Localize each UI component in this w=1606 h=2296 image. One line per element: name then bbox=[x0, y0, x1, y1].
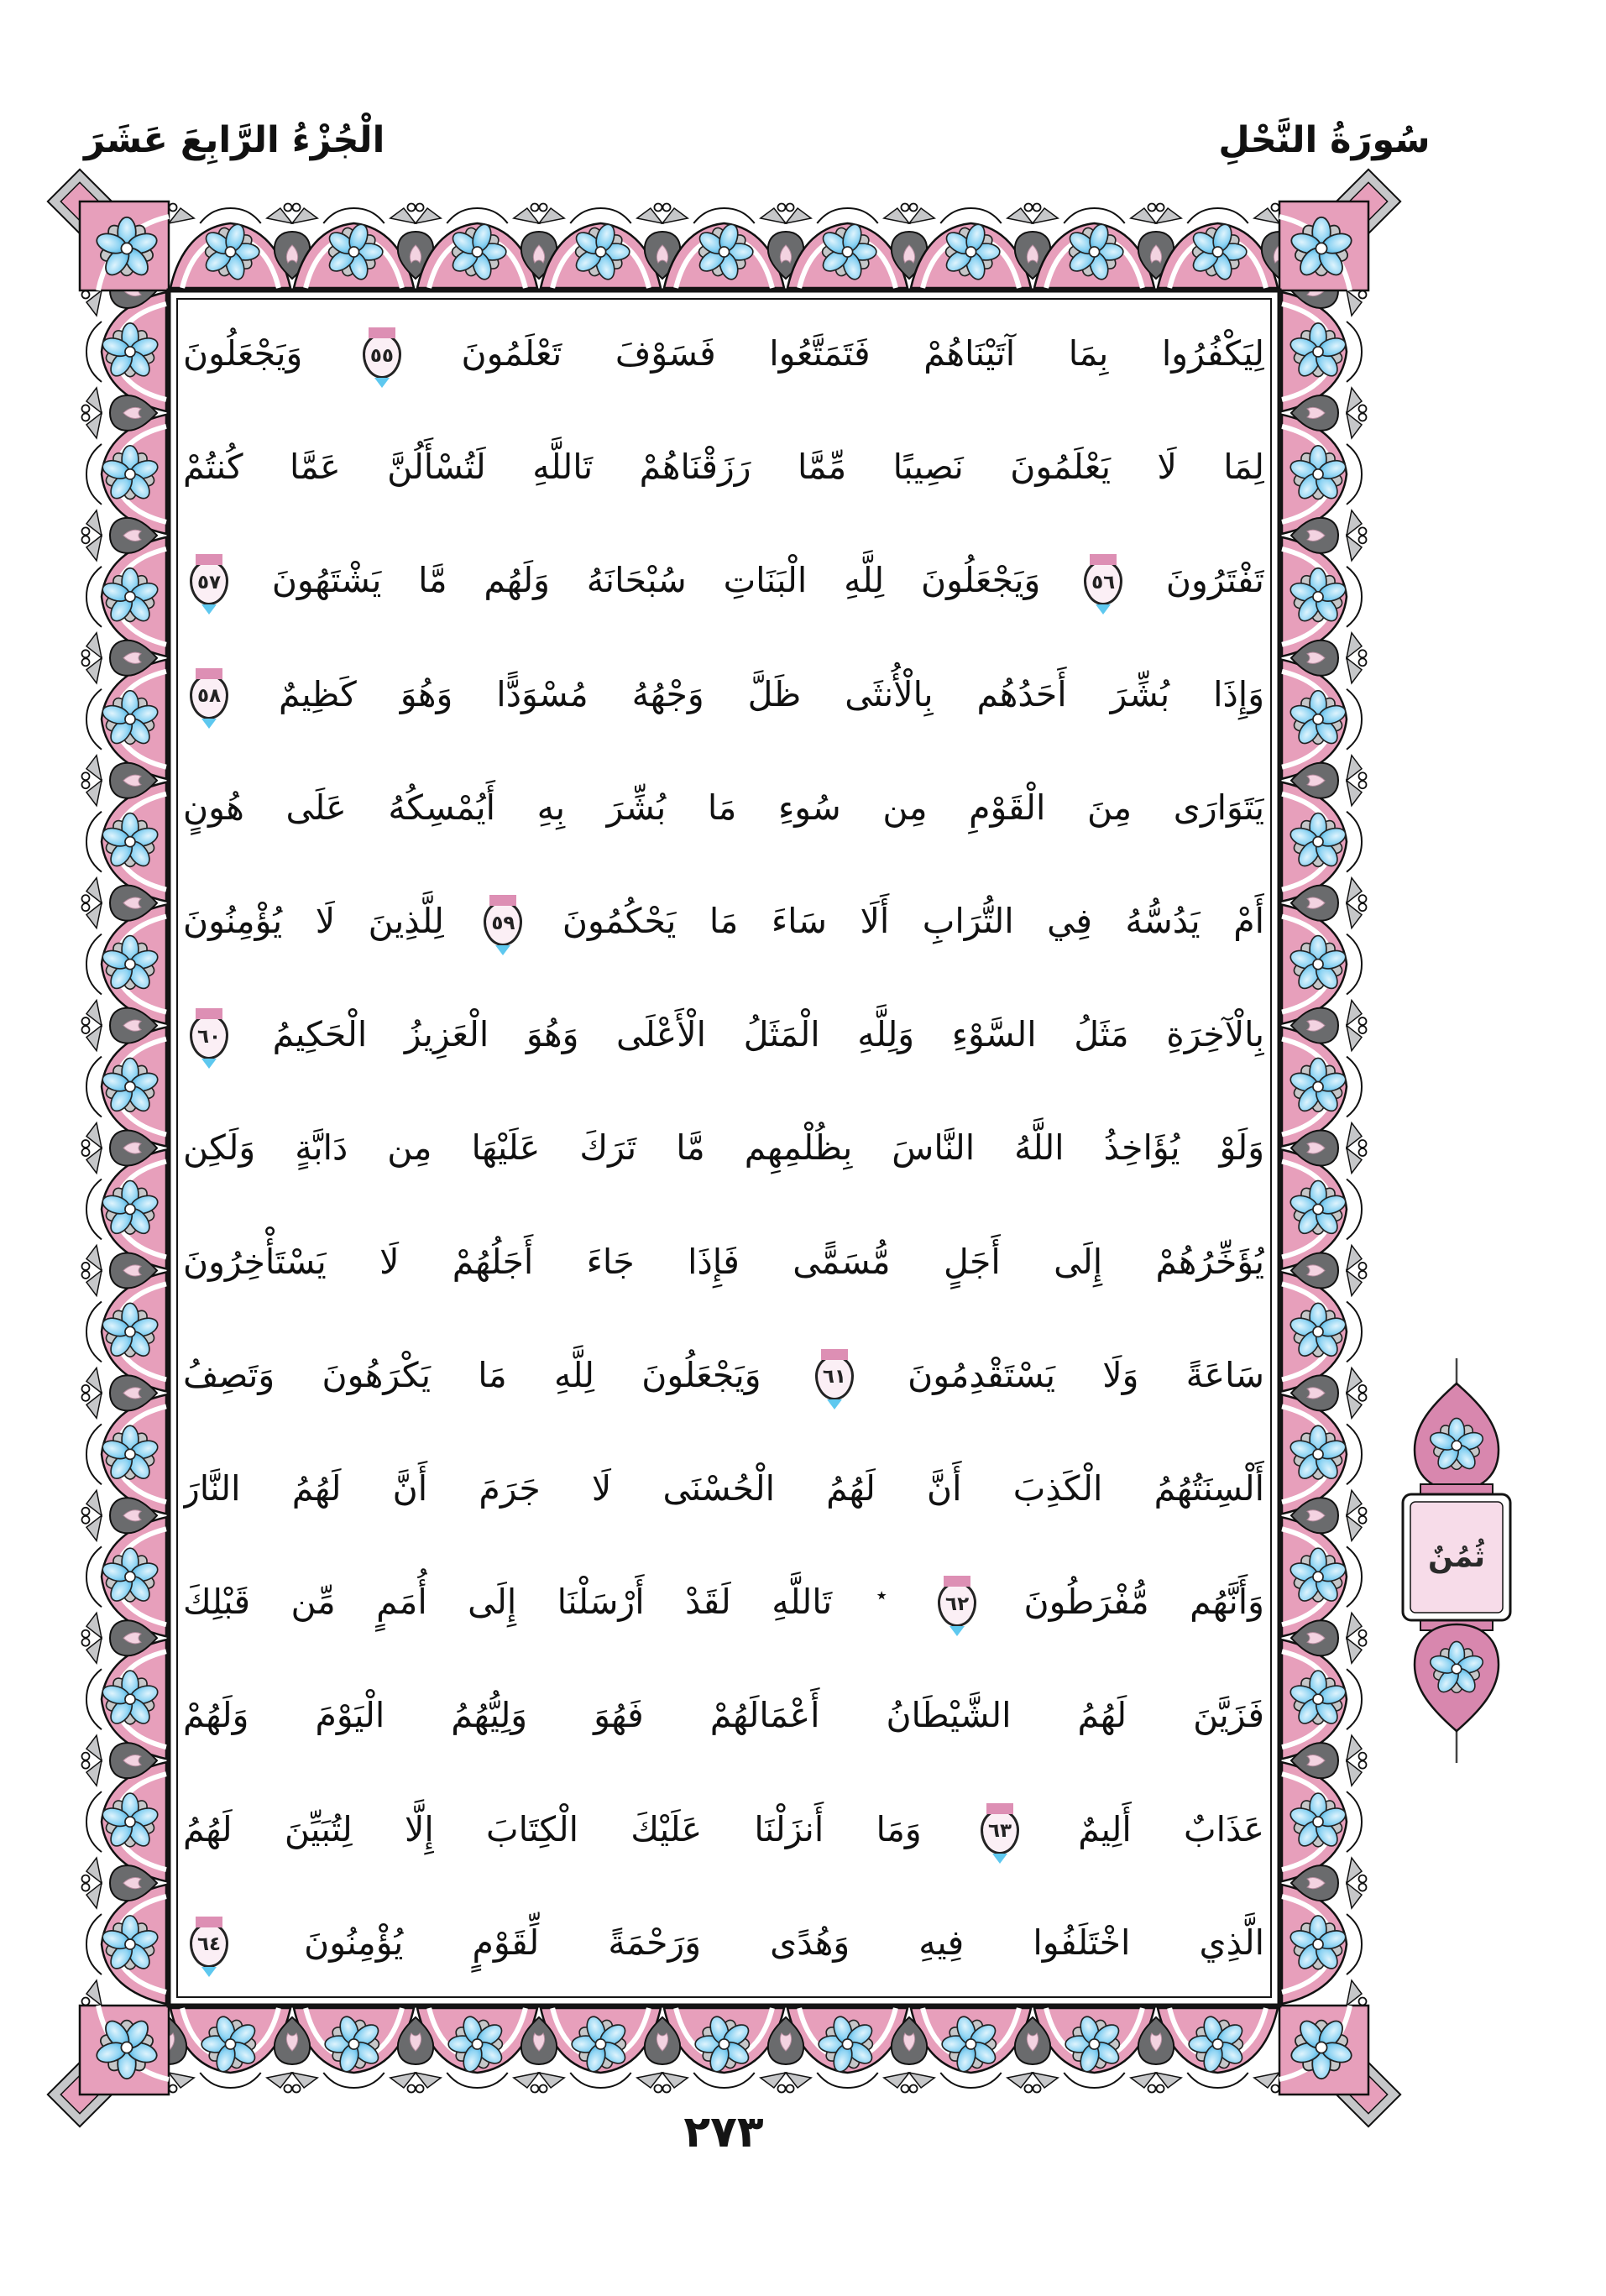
ayah-text: وَيَجْعَلُونَ لِلَّهِ مَا يَكْرَهُونَ وَتَصِفُ bbox=[183, 1354, 761, 1395]
ayah-text: يَتَوَارَى مِنَ الْقَوْمِ مِن سُوءِ مَا بُشِّرَ بِهِ أَيُمْسِكُهُ عَلَى هُونٍ bbox=[183, 787, 1264, 828]
ayah-text: بِالْآخِرَةِ مَثَلُ السَّوْءِ وَلِلَّهِ الْمَثَلُ الْأَعْلَى وَهُوَ الْعَزِيزُ الْحَكِيمُ bbox=[272, 1014, 1264, 1055]
ayah-text: وَإِذَا بُشِّرَ أَحَدُهُم بِالْأُنثَى ظَلَّ وَجْهُهُ مُسْوَدًّا وَهُوَ كَظِيمٌ bbox=[278, 673, 1264, 714]
ayah-number: ٥٨ bbox=[196, 685, 222, 708]
ayah-text: وَمَا أَنزَلْنَا عَلَيْكَ الْكِتَابَ إِلَّا لِتُبَيِّنَ لَهُمُ bbox=[183, 1808, 922, 1849]
ayah-text: يُؤَخِّرُهُمْ إِلَى أَجَلٍ مُّسَمًّى فَإِذَا جَاءَ أَجَلُهُمْ لَا يَسْتَأْخِرُونَ bbox=[183, 1241, 1264, 1282]
thumn-marker-label: ثُمُنٌ bbox=[1427, 1540, 1486, 1574]
ayah-text: أَمْ يَدُسُّهُ فِي التُّرَابِ أَلَا سَاءَ مَا يَحْكُمُونَ bbox=[562, 901, 1264, 942]
ayah-text: تَفْتَرُونَ bbox=[1165, 560, 1264, 601]
quran-line bbox=[183, 1886, 1264, 2000]
ayah-end-marker-icon bbox=[938, 1582, 976, 1627]
ayah-end-marker-icon bbox=[981, 1809, 1019, 1854]
ayah-text: لِلَّذِينَ لَا يُؤْمِنُونَ bbox=[183, 901, 444, 942]
ayah-text: عَذَابٌ أَلِيمٌ bbox=[1078, 1808, 1264, 1849]
ayah-number: ٦٤ bbox=[196, 1933, 222, 1956]
quran-line bbox=[183, 1773, 1264, 1886]
ayah-number: ٥٩ bbox=[491, 912, 515, 934]
hizb-star-icon: ٭ bbox=[876, 1582, 887, 1607]
ayah-number: ٦٠ bbox=[196, 1025, 222, 1048]
ayah-end-marker-icon bbox=[190, 1014, 228, 1059]
quran-line bbox=[183, 1432, 1264, 1545]
ayah-end-marker-icon bbox=[190, 1922, 228, 1968]
ayah-end-marker-icon bbox=[190, 560, 228, 605]
ayah-end-marker-icon bbox=[1084, 560, 1122, 605]
ayah-text: فَزَيَّنَ لَهُمُ الشَّيْطَانُ أَعْمَالَهُمْ فَهُوَ وَلِيُّهُمُ الْيَوْمَ وَلَهُمْ bbox=[183, 1695, 1264, 1736]
ayah-number: ٥٥ bbox=[369, 344, 394, 367]
ayah-number: ٦١ bbox=[822, 1366, 846, 1389]
ayah-number: ٥٧ bbox=[196, 571, 222, 594]
quran-line bbox=[183, 1319, 1264, 1432]
ayah-text: وَيَجْعَلُونَ bbox=[183, 333, 303, 374]
ayah-number: ٦٣ bbox=[987, 1820, 1012, 1843]
ayah-end-marker-icon bbox=[363, 333, 401, 379]
ayah-end-marker-icon bbox=[484, 901, 522, 946]
quran-line bbox=[183, 297, 1264, 411]
quran-line bbox=[183, 524, 1264, 637]
ayah-end-marker-icon bbox=[815, 1355, 854, 1400]
ayah-end-marker-icon bbox=[190, 674, 228, 719]
ayah-number: ٦٢ bbox=[945, 1593, 970, 1615]
ayah-text: وَأَنَّهُم مُّفْرَطُونَ bbox=[1023, 1582, 1264, 1623]
ayah-text: وَيَجْعَلُونَ لِلَّهِ الْبَنَاتِ سُبْحَانَهُ وَلَهُم مَّا يَشْتَهُونَ bbox=[271, 560, 1041, 601]
ayah-number: ٥٦ bbox=[1091, 571, 1116, 594]
quran-line bbox=[183, 751, 1264, 865]
ayah-text: وَلَوْ يُؤَاخِذُ اللَّهُ النَّاسَ بِظُلْمِهِم مَّا تَرَكَ عَلَيْهَا مِن دَابَّةٍ وَلَكِن bbox=[183, 1127, 1264, 1169]
quran-line bbox=[183, 1206, 1264, 1319]
ayah-text: لِيَكْفُرُوا بِمَا آتَيْنَاهُمْ فَتَمَتَّعُوا فَسَوْفَ تَعْلَمُونَ bbox=[461, 333, 1264, 374]
ayah-text: لِمَا لَا يَعْلَمُونَ نَصِيبًا مِّمَّا رَزَقْنَاهُمْ تَاللَّهِ لَتُسْأَلُنَّ عَمَّا كُنتُمْ bbox=[183, 447, 1264, 488]
quran-line bbox=[183, 638, 1264, 751]
ayah-text: سَاعَةً وَلَا يَسْتَقْدِمُونَ bbox=[908, 1354, 1264, 1395]
quran-line bbox=[183, 1659, 1264, 1772]
quran-line bbox=[183, 1545, 1264, 1659]
surah-header: سُورَةُ النَّحْلِ bbox=[1218, 119, 1431, 161]
quran-line bbox=[183, 865, 1264, 978]
ayah-text: أَلْسِنَتُهُمُ الْكَذِبَ أَنَّ لَهُمُ الْحُسْنَى لَا جَرَمَ أَنَّ لَهُمُ النَّارَ bbox=[183, 1468, 1264, 1509]
page-number: ٢٧٣ bbox=[683, 2107, 764, 2157]
juz-header: الْجُزْءُ الرَّابِعَ عَشَرَ bbox=[84, 119, 385, 161]
ayah-text: تَاللَّهِ لَقَدْ أَرْسَلْنَا إِلَى أُمَمٍ مِّن قَبْلِكَ bbox=[183, 1582, 833, 1623]
quran-text-block bbox=[183, 297, 1264, 2000]
quran-line bbox=[183, 411, 1264, 524]
quran-line bbox=[183, 978, 1264, 1091]
ayah-text: الَّذِي اخْتَلَفُوا فِيهِ وَهُدًى وَرَحْمَةً لِّقَوْمٍ يُؤْمِنُونَ bbox=[304, 1922, 1264, 1963]
quran-line bbox=[183, 1091, 1264, 1205]
